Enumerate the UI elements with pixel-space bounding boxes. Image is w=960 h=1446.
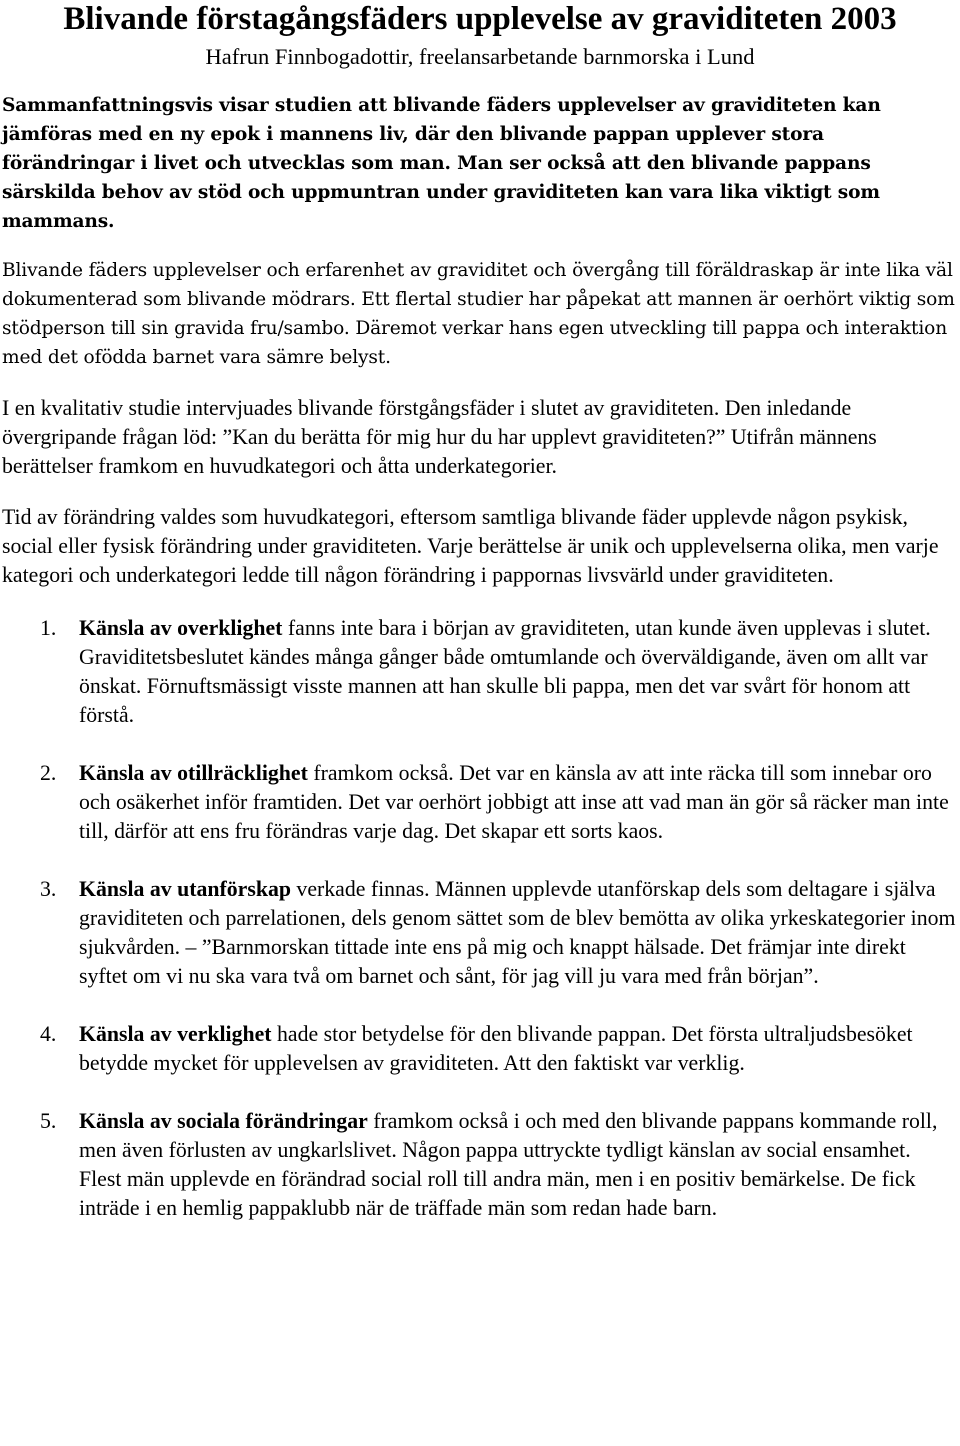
list-item-number: 5. xyxy=(40,1109,57,1133)
list-item xyxy=(2,1107,958,1223)
body-paragraph-2: I en kvalitativ studie intervjuades blivande förstgångsfäder i slutet av graviditeten. Den inledande övergripande frågan löd: ”Kan du berätta för mig hur du har upplevt graviditeten?” Utifrån männens berättelser framkom en huvudkategori och åtta underkategorier. xyxy=(2,396,877,478)
list-item-term: Känsla av otillräcklighet xyxy=(79,761,308,785)
list-item xyxy=(2,614,958,730)
list-item-number: 3. xyxy=(40,877,57,901)
list-item-term: Känsla av overklighet xyxy=(79,616,283,640)
list-item-text: framkom också i och med den blivande pappans kommande roll, men även förlusten av ungkarlslivet. Någon pappa uttryckte tydligt känslan av social ensamhet. Flest män upplevde en förändrad social roll till andra män, men i en positiv bemärkelse. De fick inträde i en hemlig pappaklubb när de träffade män som redan hade barn. xyxy=(79,1109,938,1220)
list-item-number: 4. xyxy=(40,1022,57,1046)
list-item xyxy=(2,1020,958,1078)
summary-paragraph: Sammanfattningsvis visar studien att blivande fäders upplevelser av graviditeten kan jämföras med en ny epok i mannens liv, där den blivande pappan upplever stora förändringar i livet och utvecklas som man. Man ser också att den blivande pappans särskilda behov av stöd och uppmuntran under graviditeten kan vara lika viktigt som mammans. xyxy=(2,95,881,232)
list-item-number: 1. xyxy=(40,616,57,640)
list-item-term: Känsla av utanförskap xyxy=(79,877,291,901)
list-item-text: hade stor betydelse för den blivande pappan. Det första ultraljudsbesöket betydde mycket för upplevelsen av graviditeten. Att den faktiskt var verklig. xyxy=(79,1022,913,1075)
list-item-text: fanns inte bara i början av graviditeten, utan kunde även upplevas i slutet. Graviditetsbeslutet kändes många gånger både omtumlande och överväldigande, även om allt var önskat. Förnuftsmässigt visste mannen att han skulle bli pappa, men det var svårt för honom att förstå. xyxy=(79,616,931,727)
list-item xyxy=(2,759,958,846)
document-title: Blivande förstagångsfäders upplevelse av graviditeten 2003 xyxy=(63,1,897,37)
body-paragraph-1: Blivande fäders upplevelser och erfarenhet av graviditet och övergång till föräldraskap är inte lika väl dokumenterad som blivande mödrars. Ett flertal studier har påpekat att mannen är oerhört viktig som stödperson till sin gravida fru/sambo. Däremot verkar hans egen utveckling till pappa och interaktion med det ofödda barnet vara sämre belyst. xyxy=(2,260,955,368)
list-item xyxy=(2,875,958,991)
list-item-number: 2. xyxy=(40,761,57,785)
list-item-term: Känsla av sociala förändringar xyxy=(79,1109,368,1133)
body-paragraph-3: Tid av förändring valdes som huvudkategori, eftersom samtliga blivande fäder upplevde någon psykisk, social eller fysisk förändring under graviditeten. Varje berättelse är unik och upplevelserna olika, men varje kategori och underkategori ledde till någon förändring i pappornas livsvärld under graviditeten. xyxy=(2,505,939,587)
list-item-text: verkade finnas. Männen upplevde utanförskap dels som deltagare i själva graviditeten och parrelationen, dels genom sättet som de blev bemötta av olika yrkeskategorier inom sjukvården. – ”Barnmorskan tittade inte ens på mig och knappt hälsade. Det främjar inte direkt syftet om vi nu ska vara två om barnet och sånt, för jag vill ju vara med från början”. xyxy=(79,877,956,988)
subcategory-list xyxy=(2,614,958,1223)
author-line: Hafrun Finnbogadottir, freelansarbetande barnmorska i Lund xyxy=(205,44,755,69)
list-item-text: framkom också. Det var en känsla av att inte räcka till som innebar oro och osäkerhet inför framtiden. Det var oerhört jobbigt att inse att vad man än gör så räcker man inte till, därför att ens fru förändras varje dag. Det skapar ett sorts kaos. xyxy=(79,761,949,843)
list-item-term: Känsla av verklighet xyxy=(79,1022,272,1046)
